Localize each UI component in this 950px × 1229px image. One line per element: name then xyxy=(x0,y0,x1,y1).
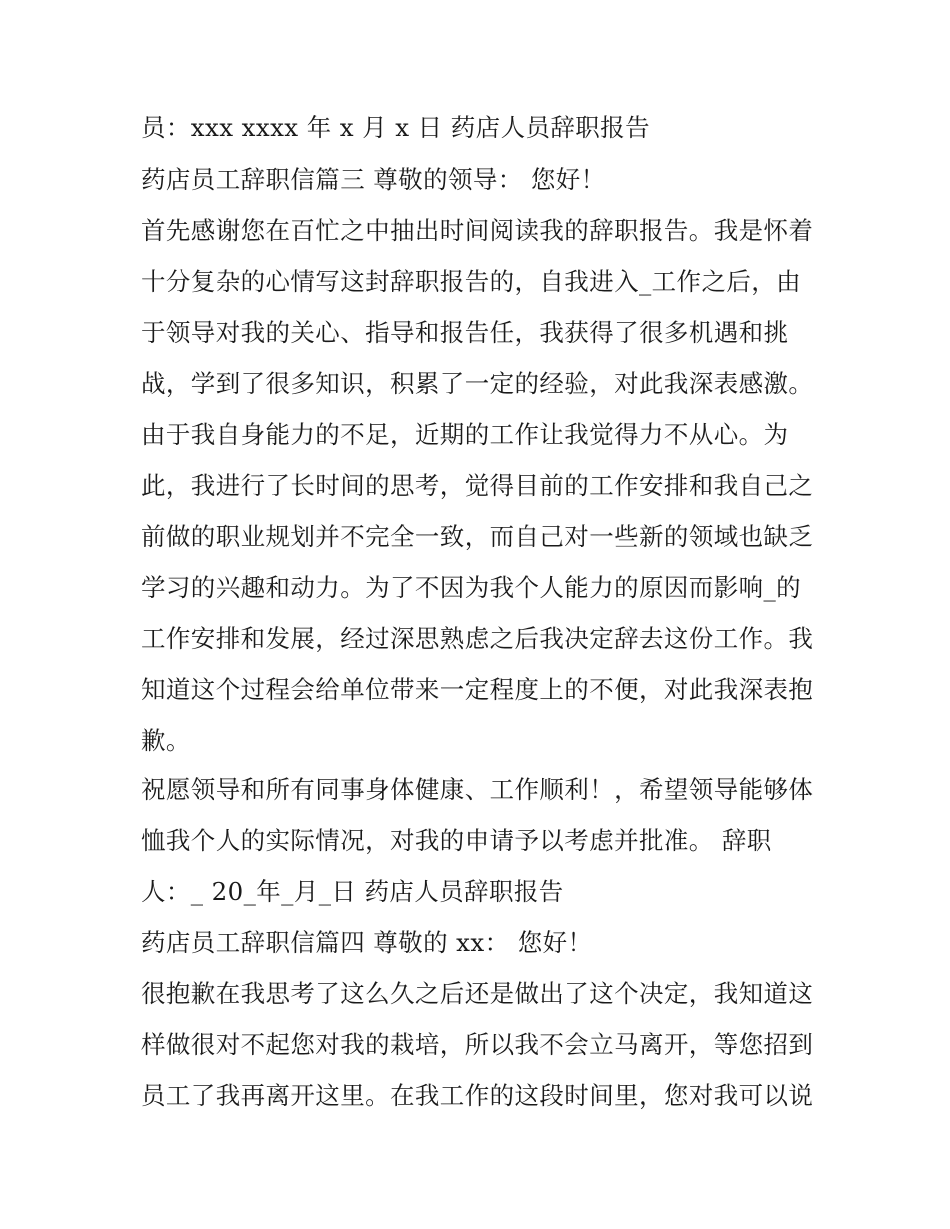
text-line-8: 此，我进行了长时间的思考，觉得目前的工作安排和我自己之 xyxy=(141,471,814,500)
text-line-10: 学习的兴趣和动力。为了不因为我个人能力的原因而影响_的 xyxy=(141,573,802,602)
text-line-11: 工作安排和发展，经过深思熟虑之后我决定辞去这份工作。我 xyxy=(141,624,814,653)
text-line-16: 人：_ 20_年_月_日 药店人员辞职报告 xyxy=(141,877,564,906)
text-line-20: 员工了我再离开这里。在我工作的这段时间里，您对我可以说 xyxy=(141,1081,814,1110)
text-line-9: 前做的职业规划并不完全一致，而自己对一些新的领域也缺乏 xyxy=(141,522,814,551)
text-line-7: 由于我自身能力的不足，近期的工作让我觉得力不从心。为 xyxy=(141,420,789,449)
text-line-3: 首先感谢您在百忙之中抽出时间阅读我的辞职报告。我是怀着 xyxy=(141,216,814,245)
text-line-2: 药店员工辞职信篇三 尊敬的领导： 您好！ xyxy=(141,165,606,194)
text-line-5: 于领导对我的关心、指导和报告任，我获得了很多机遇和挑 xyxy=(141,318,789,347)
text-line-13: 歉。 xyxy=(141,726,191,755)
text-line-15: 恤我个人的实际情况，对我的申请予以考虑并批准。 辞职 xyxy=(141,826,772,855)
text-line-18: 很抱歉在我思考了这么久之后还是做出了这个决定，我知道这 xyxy=(141,979,814,1008)
text-line-19: 样做很对不起您对我的栽培，所以我不会立马离开，等您招到 xyxy=(141,1030,814,1059)
text-line-4: 十分复杂的心情写这封辞职报告的，自我进入_工作之后，由 xyxy=(141,267,802,296)
text-line-12: 知道这个过程会给单位带来一定程度上的不便，对此我深表抱 xyxy=(141,675,814,704)
text-line-6: 战，学到了很多知识，积累了一定的经验，对此我深表感激。 xyxy=(141,369,814,398)
text-line-14: 祝愿领导和所有同事身体健康、工作顺利！，希望领导能够体 xyxy=(141,775,814,804)
text-line-1: 员：xxx xxxx 年 x 月 x 日 药店人员辞职报告 xyxy=(141,113,650,142)
text-line-17: 药店员工辞职信篇四 尊敬的 xx： 您好！ xyxy=(141,928,593,957)
